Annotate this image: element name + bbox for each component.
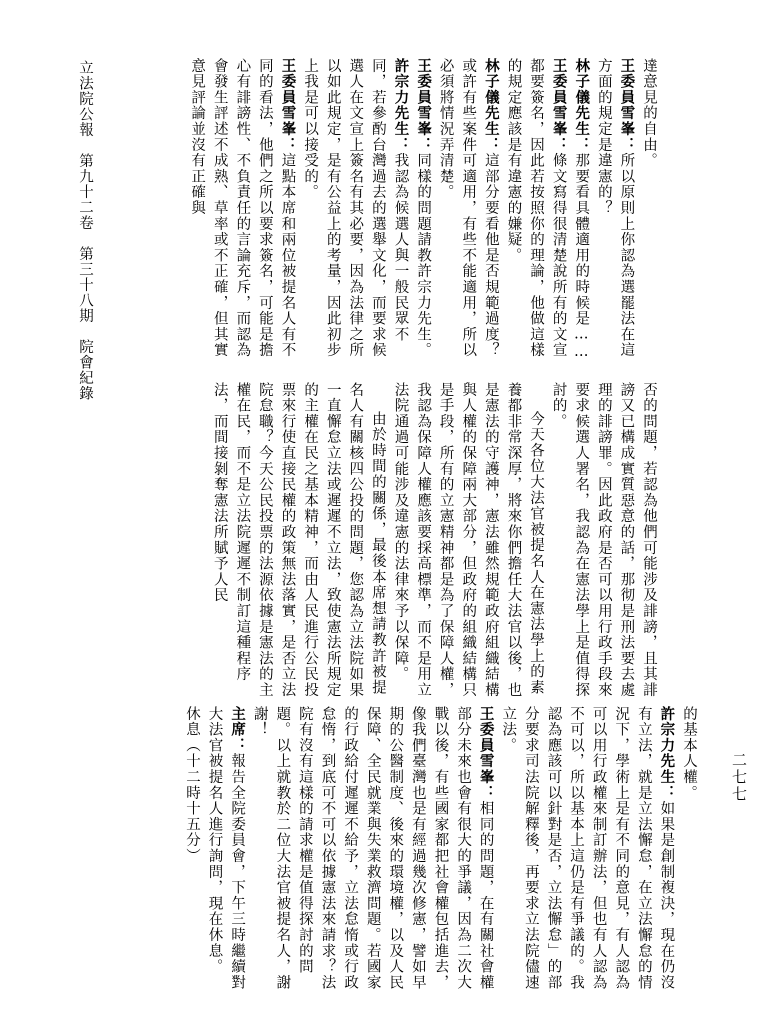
paragraph bbox=[208, 382, 389, 700]
paragraph-text: 休息（十二時十五分） bbox=[183, 706, 200, 864]
paragraph-text: 否的問題，若認為他們可能涉及誹謗，且其誹謗又已構成實質惡意的話，那彻是刑法要去處理的誹謗罪。因此政府是否可以用行政手段來要求候選人署名，我認為在憲法學上是值得探討的。 bbox=[550, 382, 657, 698]
paragraph bbox=[592, 58, 637, 370]
paragraph-text: 由於時間的關係，最後本席想請教許被提名人有關核四公投的問題，您認為立法院如果一直懈怠立法或遲遲不立法，致使憲法所規定的主權在民之基本精神，而由人民進行公民投票來行使直接民權的政策無法落實，是否立法院怠職？今天公民投票的法源依據是憲法的主權在民，而不是立法院遲遲不制訂這種程序法，而間接剝奪憲法所賦予人民 bbox=[211, 382, 386, 698]
page-number: 二七七 bbox=[730, 752, 748, 803]
header-spacer bbox=[75, 324, 96, 340]
paragraph-text: 那要看具體適用的時候是…… bbox=[573, 152, 590, 362]
paragraph bbox=[570, 58, 593, 370]
speaker-label: 許宗力先生： bbox=[658, 706, 676, 801]
speaker-label: 王委員雪峯： bbox=[618, 58, 636, 153]
speaker-label: 主席： bbox=[229, 706, 247, 754]
paragraph-text: 的基本人權。 bbox=[681, 706, 697, 801]
speaker-label: 王委員雪峯： bbox=[550, 58, 568, 153]
speaker-label: 王委員雪峯： bbox=[477, 706, 495, 801]
paragraph-text: 同樣的問題請教許宗力先生。 bbox=[415, 152, 432, 359]
paragraph bbox=[203, 706, 248, 996]
paragraph bbox=[389, 382, 547, 700]
paragraph-text: 條文寫得很清楚說所有的文宣都要簽名，因此若按照你的理論，他做這樣的規定應該是有違憲的嫌疑。 bbox=[505, 58, 567, 359]
paragraph-text: 報告全院委員會，下午三時繼續對大法官被提名人進行詢問，現在休息。 bbox=[206, 706, 246, 991]
paragraph bbox=[637, 58, 660, 370]
issue-number: 第三十八期 bbox=[77, 246, 93, 324]
speaker-label: 王委員雪峯： bbox=[415, 58, 433, 153]
header-spacer bbox=[75, 231, 96, 247]
text-tier-bottom bbox=[100, 706, 700, 996]
paragraph bbox=[497, 706, 678, 996]
volume-number: 第九十二卷 bbox=[77, 153, 93, 231]
paragraph bbox=[180, 706, 203, 996]
paragraph-text: 今天各位大法官被提名人在憲法學上的素養都非常深厚，將來你們擔任大法官以後，也是憲法的守護神，憲法雖然規範政府組織結構與人權的保障兩大部分，但政府的組織結構只是手段，所有的立憲精神都是為了保障人權，我認為保障人權應該要採高標準，而不是用立法院通過可能涉及違憲的法律來予以保障。 bbox=[392, 382, 545, 698]
paragraph bbox=[299, 58, 412, 370]
speaker-label: 林子儀先生： bbox=[573, 58, 591, 153]
publication-name: 立法院公報 bbox=[77, 60, 93, 138]
text-flow-c bbox=[100, 706, 700, 996]
header-spacer bbox=[75, 138, 96, 154]
paragraph-text: 我認為候選人與一般民眾不同，若參酌台灣過去的選舉文化，而要求候選人在文宣上簽名有其必要，因為法律之所以如此規定，是有公益上的考量，因此初步上我是可以接受的。 bbox=[302, 58, 409, 359]
paragraph bbox=[677, 706, 700, 996]
paragraph-text: 這點本席和兩位被提名人有不同的看法，他們之所以要求簽名，可能是擔心有誹謗性、不負責任的言論充斥，而認為會發生評述不成熟、草率或不正確，但其實意見評論並沒有正確與 bbox=[189, 58, 296, 359]
section-name: 院會紀錄 bbox=[77, 339, 93, 401]
text-tier-top bbox=[100, 58, 660, 370]
text-flow-a bbox=[100, 58, 660, 370]
paragraph-text: 所以原則上你認為選罷法在這方面的規定是違憲的？ bbox=[595, 58, 635, 359]
speaker-label: 林子儀先生： bbox=[482, 58, 500, 153]
paragraph bbox=[248, 706, 497, 996]
paragraph bbox=[186, 58, 299, 370]
paragraph bbox=[411, 58, 434, 370]
running-header bbox=[72, 60, 96, 700]
speaker-label: 許宗力先生： bbox=[392, 58, 410, 153]
paragraph bbox=[502, 58, 570, 370]
paragraph-text: 如果是創制複決，現在仍沒有立法，就是立法懈怠，在立法懈怠的情況下，學術上是有不同的意見，有人認為可以用行政權來制訂辦法，但也有人認為不可以，所以基本上這仍是有爭議的。我認為應該可以針對是否，立法懈怠」的部分要求司法院解釋後，再要求立法院儘速立法。 bbox=[500, 706, 675, 991]
paragraph bbox=[434, 58, 502, 370]
speaker-label: 王委員雪峯： bbox=[279, 58, 297, 153]
text-tier-middle bbox=[100, 382, 660, 700]
paragraph bbox=[547, 382, 660, 700]
paragraph-text: 這部分要看他是否規範過度？或許有些案件可適用，有些不能適用，所以必須將情況弄清楚。 bbox=[437, 58, 499, 359]
paragraph-text: 相同的問題，在有關社會權部分未來也會有很大的爭議，因為二次大戰以後，有些國家都把社會權包括進去，像我們臺灣也是有經過幾次修憲，譬如早期的公醫制度、後來的環境權，以及人民保障、全民就業與失業救濟問題。若國家的行政給付遲遲不給予，立法怠惰或行政怠惰，到底可不可以依據憲法來請求？法院有沒有這樣的請求權是值得探討的問題。以上就教於二位大法官被提名人，謝謝！ bbox=[251, 706, 494, 991]
text-flow-b bbox=[100, 382, 660, 700]
paragraph-text: 達意見的自由。 bbox=[641, 58, 657, 169]
